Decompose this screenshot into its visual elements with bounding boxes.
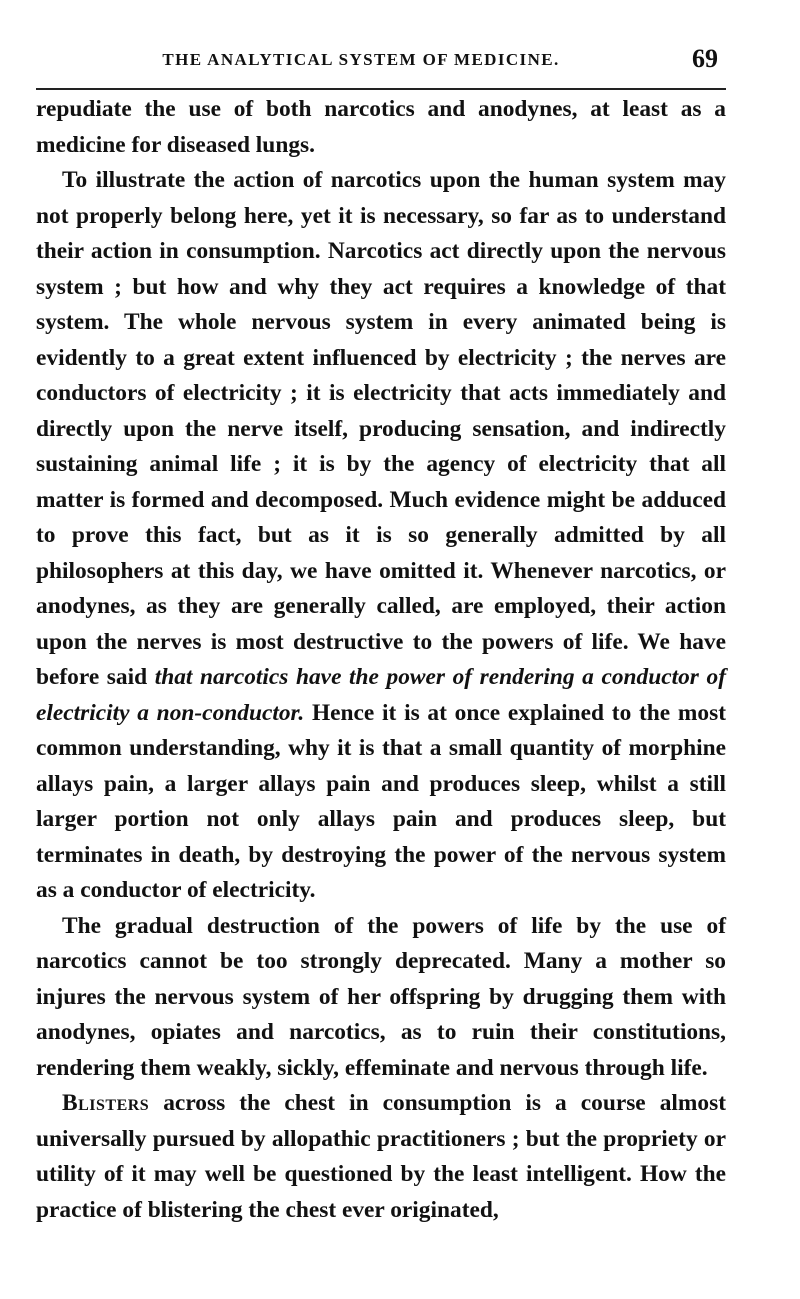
page-number: 69 (692, 44, 718, 73)
header-rule (36, 88, 726, 90)
paragraph-narcotics-action (36, 163, 726, 909)
paragraph-text: The gradual destruction of the powers of life by the use of narcotics cannot be too strongly deprecated. Many a mother so injures the nervous system of her offspring by drugging them with anodynes, opiates and narcotics, as to ruin their constitutions, rendering them weakly, sickly, effeminate and nervous through life. (36, 912, 726, 1081)
running-head (36, 42, 726, 82)
paragraph-text: repudiate the use of both narcotics and anodynes, at least as a medicine for diseased lungs. (36, 96, 726, 158)
paragraph-gradual-destruction (36, 909, 726, 1087)
paragraph-text: Hence it is at once explained to the most common understanding, why it is that a small quantity of morphine allays pain, a larger allays pain and produces sleep, whilst a still larger portion not only allays pain and produces sleep, but terminates in death, by destroying the power of the nervous system as a conductor of electricity. (36, 699, 726, 903)
running-title: THE ANALYTICAL SYSTEM OF MEDICINE. (162, 50, 560, 69)
paragraph-continued (36, 92, 726, 163)
paragraph-text: To illustrate the action of narcotics upon the human system may not properly belong here, yet it is necessary, so far as to understand their action in consumption. Narcotics act directly upon the nervous system ; but how and why they act requires a knowledge of that system. The whole nervous system in every animated being is evidently to a great extent influenced by electricity ; the nerves are conductors of electricity ; it is electricity that acts immediately and directly upon the nerve itself, producing sensation, and indirectly sustaining animal life ; it is by the agency of electricity that all matter is formed and decomposed. Much evidence might be adduced to prove this fact, but as it is so generally admitted by all philosophers at this day, we have omitted it. Whenever narcotics, or anodynes, as they are generally called, are employed, their action upon the nerves is most destructive to the powers of life. We have before said (36, 167, 726, 690)
paragraph-text: across the chest in consumption is a course almost universally pursued by allopathic practitioners ; but the propriety or utility of it may well be questioned by the least intelligent. How the practice of blistering the chest ever originated, (36, 1090, 726, 1223)
body-text (36, 92, 726, 1228)
italic-emphasis: that narcotics have the power of rendering a conductor of electricity a non-conductor. (36, 664, 726, 726)
small-caps-lead: Blisters (62, 1090, 150, 1116)
paragraph-blisters (36, 1086, 726, 1228)
